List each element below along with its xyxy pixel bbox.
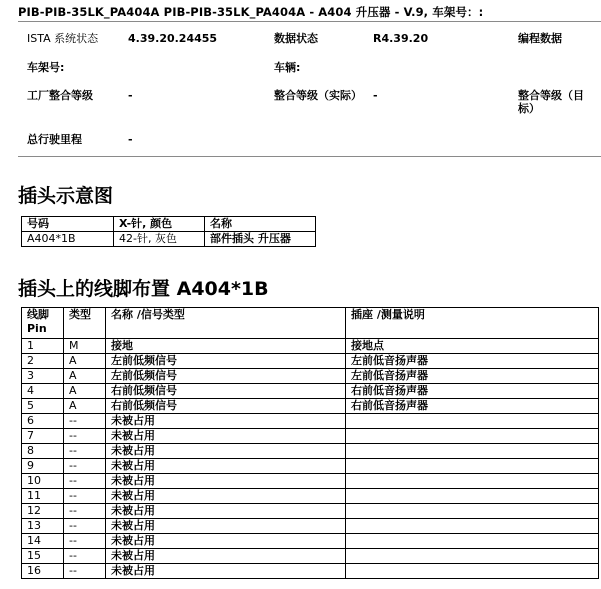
programming-data-label: 编程数据 bbox=[518, 32, 562, 45]
pin-number: 2 bbox=[22, 354, 64, 369]
factory-level-label: 工厂整合等级 bbox=[27, 89, 93, 102]
pin-table-row bbox=[22, 474, 599, 489]
pin-table-row bbox=[22, 399, 599, 414]
actual-level-value: - bbox=[373, 89, 378, 102]
data-status-label: 数据状态 bbox=[274, 32, 318, 45]
pin-table-row bbox=[22, 534, 599, 549]
pin-type: -- bbox=[64, 549, 106, 564]
pin-signal-name: 未被占用 bbox=[106, 519, 346, 534]
header-cell: 名称 /信号类型 bbox=[106, 308, 346, 339]
pin-table-row bbox=[22, 339, 599, 354]
pin-measurement-note: 接地点 bbox=[346, 339, 599, 354]
pin-type: -- bbox=[64, 564, 106, 579]
pin-number: 13 bbox=[22, 519, 64, 534]
pin-type: -- bbox=[64, 474, 106, 489]
connector-section-title: 插头示意图 bbox=[18, 185, 114, 207]
pin-type: -- bbox=[64, 519, 106, 534]
pin-number: 16 bbox=[22, 564, 64, 579]
pin-table-row bbox=[22, 354, 599, 369]
connector-table-header bbox=[22, 217, 316, 232]
ista-status-value: 4.39.20.24455 bbox=[128, 32, 218, 45]
pin-signal-name: 右前低频信号 bbox=[106, 399, 346, 414]
pin-number: 11 bbox=[22, 489, 64, 504]
ista-status-label: ISTA 系统状态 bbox=[27, 32, 99, 45]
pin-number: 12 bbox=[22, 504, 64, 519]
pin-table bbox=[21, 307, 599, 579]
pin-type: A bbox=[64, 384, 106, 399]
pin-type: M bbox=[64, 339, 106, 354]
pin-number: 4 bbox=[22, 384, 64, 399]
pin-number: 5 bbox=[22, 399, 64, 414]
pin-type: -- bbox=[64, 429, 106, 444]
pin-table-row bbox=[22, 369, 599, 384]
pin-measurement-note bbox=[346, 504, 599, 519]
pin-table-row bbox=[22, 519, 599, 534]
pin-table-row bbox=[22, 564, 599, 579]
pin-table-row bbox=[22, 504, 599, 519]
pin-signal-name: 未被占用 bbox=[106, 564, 346, 579]
pin-signal-name: 未被占用 bbox=[106, 474, 346, 489]
pin-number: 1 bbox=[22, 339, 64, 354]
info-divider bbox=[18, 156, 601, 157]
pin-number: 8 bbox=[22, 444, 64, 459]
pin-measurement-note: 左前低音扬声器 bbox=[346, 354, 599, 369]
pin-type: -- bbox=[64, 504, 106, 519]
factory-level-value: - bbox=[128, 89, 133, 102]
mileage-label: 总行驶里程 bbox=[27, 133, 82, 146]
pin-measurement-note bbox=[346, 414, 599, 429]
header-cell: 线脚 Pin bbox=[22, 308, 64, 339]
mileage-value: - bbox=[128, 133, 133, 146]
pin-signal-name: 左前低频信号 bbox=[106, 354, 346, 369]
pin-table-row bbox=[22, 489, 599, 504]
pin-signal-name: 接地 bbox=[106, 339, 346, 354]
vehicle-label: 车辆: bbox=[274, 61, 301, 74]
pin-signal-name: 未被占用 bbox=[106, 459, 346, 474]
pin-measurement-note: 左前低音扬声器 bbox=[346, 369, 599, 384]
pin-measurement-note bbox=[346, 519, 599, 534]
pin-type: -- bbox=[64, 414, 106, 429]
vin-label: 车架号: bbox=[27, 61, 65, 74]
pin-measurement-note bbox=[346, 564, 599, 579]
connector-pins-color: 42-针, 灰色 bbox=[114, 232, 205, 247]
pin-number: 15 bbox=[22, 549, 64, 564]
pin-number: 3 bbox=[22, 369, 64, 384]
target-level-label: 整合等级（目标） bbox=[518, 89, 584, 115]
pin-signal-name: 未被占用 bbox=[106, 549, 346, 564]
pin-table-header bbox=[22, 308, 599, 339]
pin-table-row bbox=[22, 429, 599, 444]
pin-type: -- bbox=[64, 534, 106, 549]
pin-type: -- bbox=[64, 489, 106, 504]
pin-measurement-note bbox=[346, 444, 599, 459]
pin-number: 6 bbox=[22, 414, 64, 429]
header-cell: 名称 bbox=[205, 217, 316, 232]
pin-number: 10 bbox=[22, 474, 64, 489]
pin-number: 14 bbox=[22, 534, 64, 549]
pin-signal-name: 未被占用 bbox=[106, 504, 346, 519]
header-cell: X-针, 颜色 bbox=[114, 217, 205, 232]
pin-table-row bbox=[22, 444, 599, 459]
pin-section-title: 插头上的线脚布置 A404*1B bbox=[18, 278, 269, 300]
pin-number: 9 bbox=[22, 459, 64, 474]
connector-name: 部件插头 升压器 bbox=[205, 232, 316, 247]
pin-signal-name: 右前低频信号 bbox=[106, 384, 346, 399]
pin-measurement-note bbox=[346, 474, 599, 489]
actual-level-label: 整合等级（实际） bbox=[274, 89, 362, 102]
pin-number: 7 bbox=[22, 429, 64, 444]
pin-signal-name: 未被占用 bbox=[106, 534, 346, 549]
pin-measurement-note bbox=[346, 549, 599, 564]
pin-type: A bbox=[64, 354, 106, 369]
pin-measurement-note bbox=[346, 429, 599, 444]
pin-type: -- bbox=[64, 459, 106, 474]
connector-table-row bbox=[22, 232, 316, 247]
header-cell: 类型 bbox=[64, 308, 106, 339]
header-divider bbox=[18, 21, 601, 22]
pin-measurement-note bbox=[346, 489, 599, 504]
header-cell: 插座 /测量说明 bbox=[346, 308, 599, 339]
pin-table-row bbox=[22, 414, 599, 429]
pin-table-row bbox=[22, 459, 599, 474]
header-cell: 号码 bbox=[22, 217, 114, 232]
pin-measurement-note: 右前低音扬声器 bbox=[346, 384, 599, 399]
pin-table-row bbox=[22, 549, 599, 564]
pin-type: -- bbox=[64, 444, 106, 459]
document-title: PIB-PIB-35LK_PA404A PIB-PIB-35LK_PA404A - A404 升压器 - V.9, 车架号：: bbox=[18, 5, 484, 19]
data-status-value: R4.39.20 bbox=[373, 32, 429, 45]
pin-measurement-note bbox=[346, 534, 599, 549]
pin-signal-name: 未被占用 bbox=[106, 444, 346, 459]
pin-measurement-note: 右前低音扬声器 bbox=[346, 399, 599, 414]
pin-measurement-note bbox=[346, 459, 599, 474]
connector-number: A404*1B bbox=[22, 232, 114, 247]
pin-signal-name: 未被占用 bbox=[106, 429, 346, 444]
pin-table-row bbox=[22, 384, 599, 399]
connector-table bbox=[21, 216, 316, 247]
pin-signal-name: 未被占用 bbox=[106, 414, 346, 429]
pin-type: A bbox=[64, 399, 106, 414]
pin-type: A bbox=[64, 369, 106, 384]
pin-signal-name: 未被占用 bbox=[106, 489, 346, 504]
pin-signal-name: 左前低频信号 bbox=[106, 369, 346, 384]
